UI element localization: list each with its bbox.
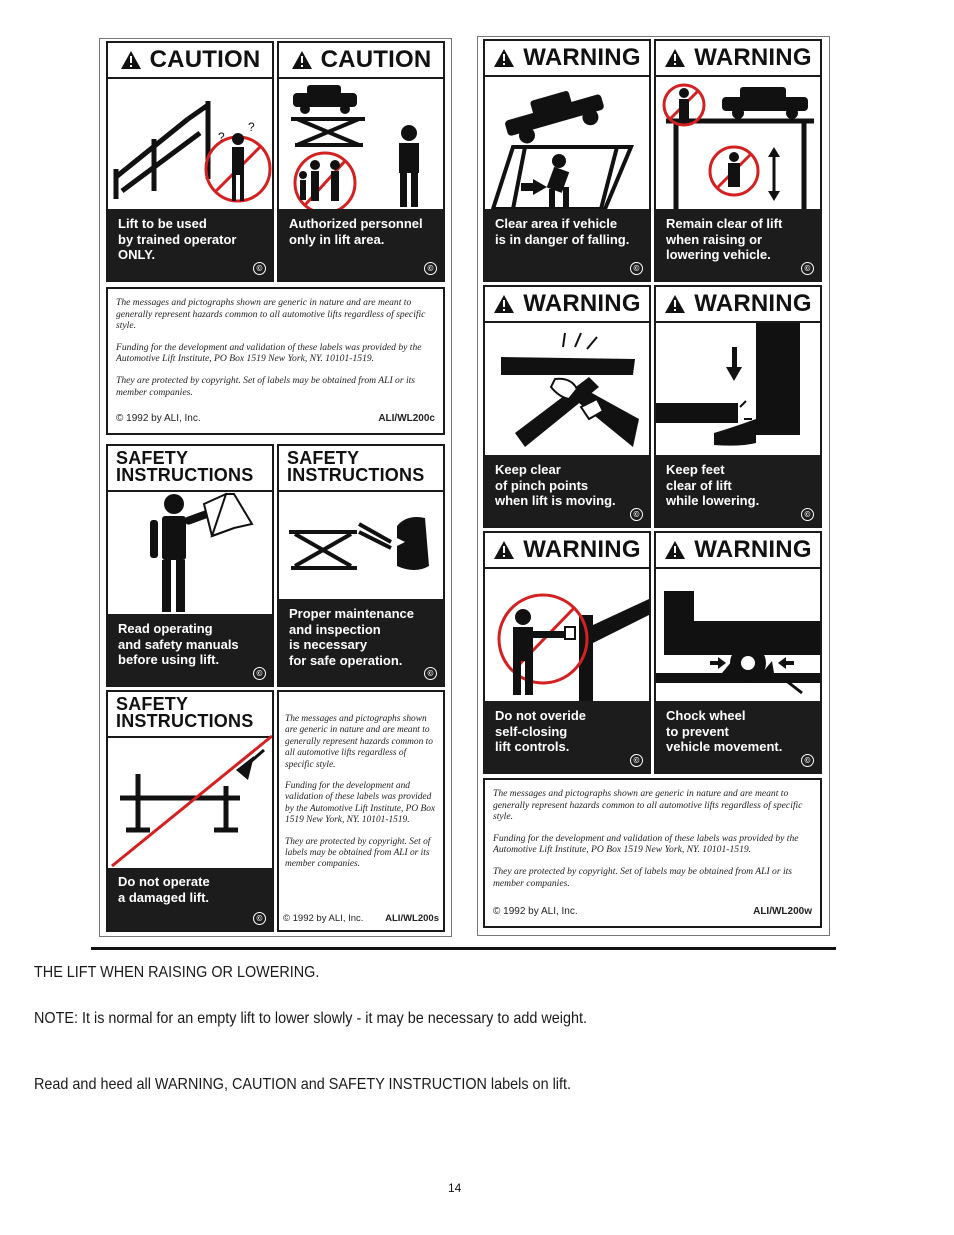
notice-footer: © 1992 by ALI, Inc. ALI/WL200w bbox=[493, 906, 812, 918]
notice-footer: © 1992 by ALI, Inc. ALI/WL200s bbox=[283, 912, 439, 924]
label-message: Remain clear of lift when raising or lowering vehicle. © bbox=[656, 209, 820, 280]
safety-label-damaged-lift bbox=[106, 690, 274, 932]
label-header-text: CAUTION bbox=[320, 46, 432, 73]
warning-triangle-icon bbox=[120, 50, 142, 70]
read-manual-pictograph-icon bbox=[108, 488, 272, 616]
copyright-icon: © bbox=[630, 508, 643, 521]
copyright-icon: © bbox=[801, 262, 814, 275]
label-notice-wl200s: The messages and pictographs shown are generic in nature and are meant to generally represent hazards common to all automotive lifts regardless of specific style. Funding for the development and validation of these labels was provided by the Automotive Lift Institute, PO Box 1519 New York, NY. 10101-1519. They are protected by copyright. Set of labels may be obtained from ALI or its member companies. © 1992 by ALI, Inc. ALI/WL200s bbox=[277, 690, 445, 932]
safety-label-read-manuals bbox=[106, 444, 274, 687]
lift-pictograph-icon bbox=[108, 79, 272, 213]
safety-label-maintenance bbox=[277, 444, 445, 687]
copyright-icon: © bbox=[424, 667, 437, 680]
label-notice-wl200c: The messages and pictographs shown are generic in nature and are meant to generally represent hazards common to all automotive lifts regardless of specific style. Funding for the development and validation of these labels was provided by the Automotive Lift Institute, PO Box 1519 New York, NY. 10101-1519. They are protected by copyright. Set of labels may be obtained from ALI or its member companies. © 1992 by ALI, Inc. ALI/WL200c bbox=[106, 287, 445, 435]
label-header bbox=[656, 287, 820, 323]
copyright-icon: © bbox=[630, 754, 643, 767]
label-header: SAFETY INSTRUCTIONS bbox=[108, 692, 272, 738]
caution-label-authorized-personnel bbox=[277, 41, 445, 282]
label-header bbox=[485, 533, 649, 569]
damaged-lift-pictograph-icon bbox=[108, 734, 272, 872]
label-message: Keep feet clear of lift while lowering. © bbox=[656, 455, 820, 526]
copyright-icon: © bbox=[630, 262, 643, 275]
label-header-text: WARNING bbox=[523, 536, 641, 563]
label-sheet-right bbox=[477, 36, 830, 936]
label-header bbox=[108, 43, 272, 79]
warning-triangle-icon bbox=[664, 540, 686, 560]
copyright-icon: © bbox=[801, 754, 814, 767]
label-message: Chock wheel to prevent vehicle movement. © bbox=[656, 701, 820, 772]
label-sheet-left bbox=[99, 38, 452, 937]
label-message: Proper maintenance and inspection is necessary for safe operation. © bbox=[279, 599, 443, 685]
page-number: 14 bbox=[448, 1181, 462, 1195]
body-text-note: NOTE: It is normal for an empty lift to lower slowly - it may be necessary to add weight. bbox=[34, 1010, 588, 1027]
warning-triangle-icon bbox=[291, 50, 313, 70]
warning-label-clear-area bbox=[483, 39, 651, 282]
warning-label-remain-clear bbox=[654, 39, 822, 282]
horizontal-rule bbox=[91, 947, 836, 950]
remain-clear-pictograph-icon bbox=[656, 77, 820, 213]
label-header-text: WARNING bbox=[523, 44, 641, 71]
warning-triangle-icon bbox=[493, 294, 515, 314]
warning-triangle-icon bbox=[493, 48, 515, 68]
svg-text:?: ? bbox=[218, 130, 225, 144]
copyright-icon: © bbox=[253, 912, 266, 925]
maintenance-pictograph-icon bbox=[279, 488, 443, 602]
override-controls-pictograph-icon bbox=[485, 569, 649, 705]
label-message: Do not overide self-closing lift controls. © bbox=[485, 701, 649, 772]
label-header bbox=[656, 41, 820, 77]
label-message: Clear area if vehicle is in danger of falling. © bbox=[485, 209, 649, 280]
copyright-icon: © bbox=[253, 667, 266, 680]
body-text-lift-lowering: THE LIFT WHEN RAISING OR LOWERING. bbox=[34, 964, 320, 981]
label-header-text: CAUTION bbox=[149, 46, 261, 73]
authorized-personnel-pictograph-icon bbox=[279, 79, 443, 213]
body-text-heed-labels: Read and heed all WARNING, CAUTION and SAFETY INSTRUCTION labels on lift. bbox=[34, 1076, 571, 1093]
warning-triangle-icon bbox=[493, 540, 515, 560]
label-header-text: WARNING bbox=[694, 290, 812, 317]
label-header bbox=[279, 43, 443, 79]
warning-label-keep-feet-clear bbox=[654, 285, 822, 528]
foot-crush-pictograph-icon bbox=[656, 323, 820, 459]
label-message: Keep clear of pinch points when lift is moving. © bbox=[485, 455, 649, 526]
svg-text:?: ? bbox=[248, 120, 255, 134]
chock-wheel-pictograph-icon bbox=[656, 569, 820, 705]
notice-footer: © 1992 by ALI, Inc. ALI/WL200c bbox=[116, 413, 435, 425]
label-message: Lift to be used by trained operator ONLY. © bbox=[108, 209, 272, 280]
label-header-text: WARNING bbox=[694, 536, 812, 563]
label-notice-wl200w: The messages and pictographs shown are generic in nature and are meant to generally represent hazards common to all automotive lifts regardless of specific style. Funding for the development and validation of these labels was provided by the Automotive Lift Institute, PO Box 1519 New York, NY. 10101-1519. They are protected by copyright. Set of labels may be obtained from ALI or its member companies. © 1992 by ALI, Inc. ALI/WL200w bbox=[483, 778, 822, 928]
label-header-text: WARNING bbox=[694, 44, 812, 71]
copyright-icon: © bbox=[801, 508, 814, 521]
label-message: Read operating and safety manuals before using lift. © bbox=[108, 614, 272, 685]
warning-label-override-controls bbox=[483, 531, 651, 774]
copyright-icon: © bbox=[253, 262, 266, 275]
pinch-point-pictograph-icon bbox=[485, 323, 649, 459]
label-header bbox=[656, 533, 820, 569]
falling-vehicle-pictograph-icon bbox=[485, 77, 649, 213]
caution-label-trained-operator bbox=[106, 41, 274, 282]
copyright-icon: © bbox=[424, 262, 437, 275]
label-message: Authorized personnel only in lift area. © bbox=[279, 209, 443, 280]
label-header: SAFETY INSTRUCTIONS bbox=[108, 446, 272, 492]
label-message: Do not operate a damaged lift. © bbox=[108, 868, 272, 930]
label-header-text: WARNING bbox=[523, 290, 641, 317]
warning-label-chock-wheel bbox=[654, 531, 822, 774]
label-header: SAFETY INSTRUCTIONS bbox=[279, 446, 443, 492]
label-header bbox=[485, 287, 649, 323]
warning-triangle-icon bbox=[664, 48, 686, 68]
label-header bbox=[485, 41, 649, 77]
warning-triangle-icon bbox=[664, 294, 686, 314]
warning-label-pinch-points bbox=[483, 285, 651, 528]
